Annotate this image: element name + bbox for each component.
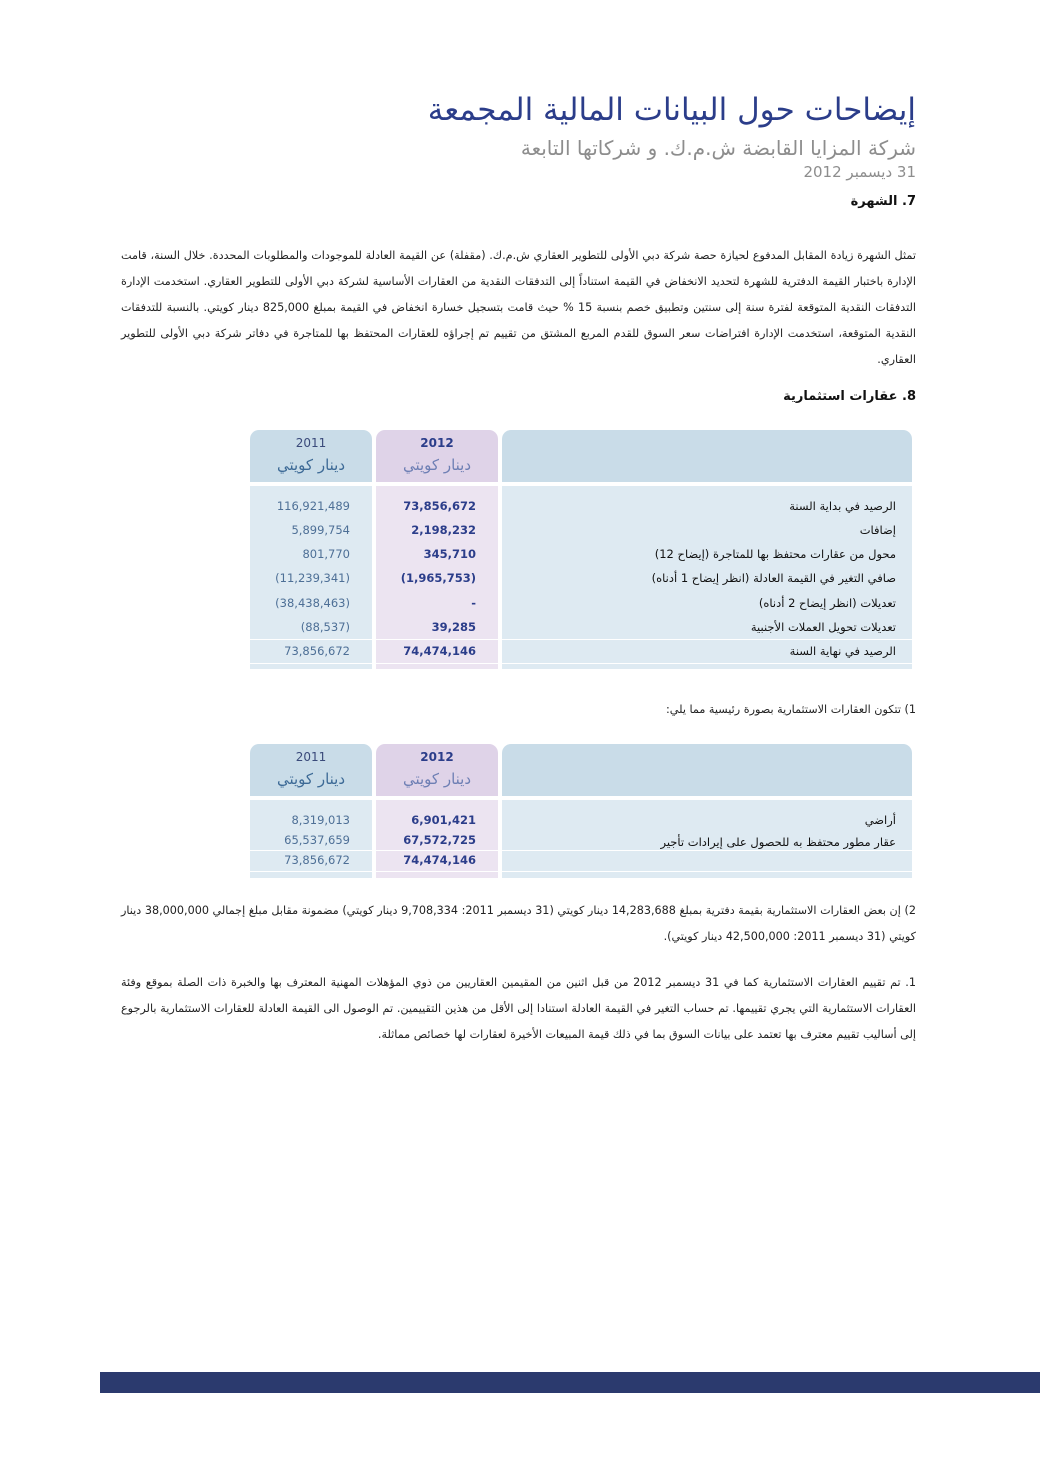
table-cell: 73,856,672 (284, 853, 350, 867)
header-2012 (376, 430, 498, 482)
table-cell: 801,770 (302, 547, 350, 561)
company-name: شركة المزايا القابضة ش.م.ك. و شركاتها التابعة (520, 136, 916, 160)
table-cell: 65,537,659 (284, 833, 350, 847)
year-2012: 2012 (420, 750, 454, 764)
divider (250, 850, 912, 851)
year-2012: 2012 (420, 436, 454, 450)
table-cell: 73,856,672 (403, 499, 476, 513)
table-cell: 116,921,489 (276, 499, 350, 513)
currency-2012: دينار كويتي (402, 770, 472, 788)
table-cell: 2,198,232 (411, 523, 476, 537)
header-label (502, 430, 912, 482)
table-row-label: محول من عقارات محتفظ بها للمتاجرة (إيضاح 12) (654, 547, 896, 561)
report-date: 31 ديسمبر 2012 (803, 163, 916, 181)
footer-bar (100, 1372, 1040, 1393)
investment-properties-composition-table (250, 744, 912, 878)
table-row-label: أراضي (864, 813, 896, 827)
table-cell: 67,572,725 (403, 833, 476, 847)
note-1-intro: 1) تتكون العقارات الاستثمارية بصورة رئيسية مما يلي: (666, 703, 916, 716)
divider (250, 663, 912, 664)
currency-2012: دينار كويتي (402, 456, 472, 474)
investment-properties-table (250, 430, 912, 670)
table-row-label: صافي التغير في القيمة العادلة (انظر إيضاح 1 أدناه) (651, 571, 896, 585)
table-cell: 39,285 (431, 620, 476, 634)
table-cell: (11,239,341) (275, 571, 350, 585)
divider (250, 871, 912, 872)
header-label (502, 744, 912, 796)
header-2012 (376, 744, 498, 796)
table-cell: - (471, 596, 476, 610)
table-cell: 74,474,146 (403, 853, 476, 867)
table-cell: 73,856,672 (284, 644, 350, 658)
page-title: إيضاحات حول البيانات المالية المجمعة (427, 92, 916, 128)
currency-2011: دينار كويتي (276, 456, 346, 474)
note-2-paragraph: 2) إن بعض العقارات الاستثمارية بقيمة دفترية بمبلغ 14,283,688 دينار كويتي (31 ديسمبر 2011: 9,708,334 دينار كويتي) مضمونة مقابل مبلغ إجمالي 38,000,000 دينار كويتي (31 ديسمبر 2011: 42,500,000 دينار كويتي). (121, 904, 916, 943)
table-cell: 8,319,013 (291, 813, 350, 827)
section-8-heading: 8. عقارات استثمارية (783, 389, 916, 404)
table-cell: (1,965,753) (400, 571, 476, 585)
header-2011 (250, 744, 372, 796)
table-row-label: عقار مطور محتفظ به للحصول على إيرادات تأجير (660, 835, 896, 849)
table-cell: 5,899,754 (291, 523, 350, 537)
table-cell: 6,901,421 (411, 813, 476, 827)
table-cell: (88,537) (300, 620, 350, 634)
table-row-label: إضافات (859, 523, 896, 537)
goodwill-paragraph: تمثل الشهرة زيادة المقابل المدفوع لحيازة حصة شركة دبي الأولى للتطوير العقاري ش.م.ك. (مقفلة) عن القيمة العادلة للموجودات والمطلوبات المحددة. خلال السنة، قامت الإدارة باختبار القيمة الدفترية للشهرة لتحديد الانخفاض في القيمة استناداً إلى التدفقات النقدية من العقارات الأساسية لشركة دبي الأولى للتطوير العقاري. استخدمت الإدارة التدفقات النقدية المتوقعة لفترة سنة إلى سنتين وتطبيق خصم بنسبة 15 % حيث قامت بتسجيل خسارة انخفاض في القيمة بمبلغ 825,000 دينار كويتي. بالنسبة للتدفقات النقدية المتوقعة، استخدمت الإدارة افتراضات سعر السوق للقدم المربع المشتق من تقييم تم إجراؤه للعقارات المحتفظ بها للمتاجرة في دفاتر شركة دبي الأولى للتطوير العقاري. (121, 249, 916, 366)
table-row-label: تعديلات تحويل العملات الأجنبية (750, 620, 896, 634)
table-row-label: تعديلات (انظر إيضاح 2 أدناه) (758, 596, 896, 610)
header-2011 (250, 430, 372, 482)
table-row-label: الرصيد في بداية السنة (789, 499, 896, 513)
divider (250, 639, 912, 640)
table-cell: 74,474,146 (403, 644, 476, 658)
year-2011: 2011 (295, 750, 327, 764)
table-row-label: الرصيد في نهاية السنة (789, 644, 896, 658)
valuation-note-paragraph: 1. تم تقييم العقارات الاستثمارية كما في 31 ديسمبر 2012 من قبل اثنين من المقيمين العقاريين من ذوي المؤهلات المهنية المعترف بها والخبرة ذات الصلة بموقع وفئة العقارات الاستثمارية التي يجري تقييمها. تم حساب التغير في القيمة العادلة استنادا إلى الأقل من هذين التقييمين. تم الوصول الى القيمة العادلة للعقارات الاستثمارية بالرجوع إلى أساليب تقييم معترف بها تعتمد على بيانات السوق بما في ذلك قيمة المبيعات الأخيرة لعقارات لها خصائص مماثلة. (121, 976, 916, 1041)
year-2011: 2011 (295, 436, 327, 450)
section-7-heading: 7. الشهرة (850, 194, 916, 209)
table-cell: 345,710 (423, 547, 476, 561)
table-cell: (38,438,463) (275, 596, 350, 610)
currency-2011: دينار كويتي (276, 770, 346, 788)
